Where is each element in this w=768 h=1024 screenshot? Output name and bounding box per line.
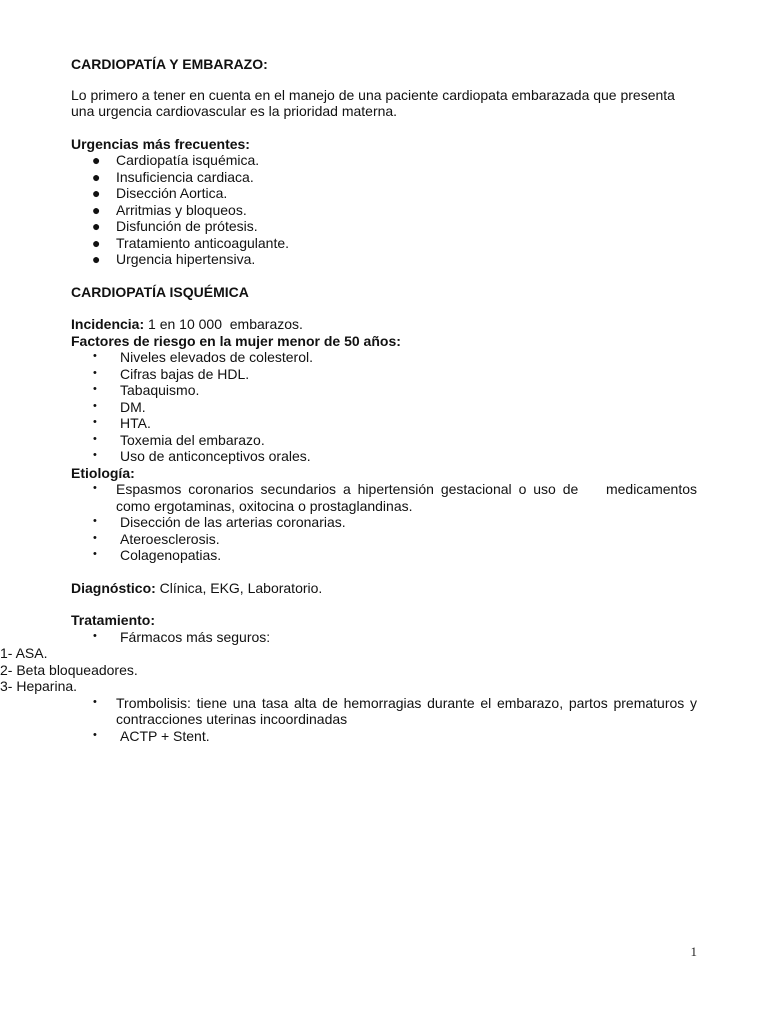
document-page bbox=[0, 56, 701, 744]
bullet-icon: ● bbox=[92, 168, 101, 185]
bullet-icon: • bbox=[93, 728, 97, 741]
farmacos-numbered bbox=[0, 645, 697, 695]
list-item: ● Disfunción de prótesis. bbox=[92, 218, 258, 234]
bullet-icon: ● bbox=[92, 185, 101, 201]
diagnostico-label: Diagnóstico: bbox=[71, 579, 156, 596]
urgencias-heading: Urgencias más frecuentes: bbox=[71, 135, 250, 152]
list-item: • Ateroesclerosis. bbox=[93, 530, 220, 547]
list-item: ● Arritmias y bloqueos. bbox=[92, 201, 247, 218]
bullet-icon: • bbox=[93, 383, 97, 395]
list-item: • Uso de anticonceptivos orales. bbox=[93, 448, 311, 464]
bullet-icon: • bbox=[93, 482, 97, 494]
list-item: • Niveles elevados de colesterol. bbox=[93, 349, 313, 365]
list-item: ● Tratamiento anticoagulante. bbox=[92, 234, 290, 251]
diagnostico-line bbox=[71, 580, 697, 597]
list-item: • Colagenopatias. bbox=[93, 547, 222, 563]
incidencia-line bbox=[71, 316, 697, 333]
list-item: • ACTP + Stent. bbox=[93, 727, 210, 744]
bullet-icon: • bbox=[93, 695, 97, 708]
list-item: • Cifras bajas de HDL. bbox=[93, 365, 250, 382]
otros-list bbox=[71, 695, 697, 745]
list-item: • HTA. bbox=[93, 415, 151, 431]
intro-paragraph: Lo primero a tener en cuenta en el manejo de una paciente cardiopata embarazada que presenta una urgencia cardiovascular es la prioridad materna. bbox=[71, 86, 675, 119]
list-item: • Espasmos coronarios secundarios a hipertensión gestacional o uso de medicamentos como ergotaminas, oxitocina o prostaglandinas. bbox=[93, 481, 701, 514]
numbered-item: 1- ASA. bbox=[0, 645, 48, 661]
bullet-icon: • bbox=[93, 515, 97, 527]
list-item: • Trombolisis: tiene una tasa alta de hemorragias durante el embarazo, partos prematuros y contracciones uterinas incoordinadas bbox=[93, 694, 697, 727]
list-item: • Fármacos más seguros: bbox=[93, 628, 271, 645]
incidencia-value: 1 en 10 000 embarazos. bbox=[144, 316, 303, 332]
bullet-icon: • bbox=[93, 432, 97, 445]
tratamiento-heading: Tratamiento: bbox=[71, 612, 156, 628]
etiologia-heading: Etiología: bbox=[71, 464, 135, 481]
bullet-icon: • bbox=[93, 416, 97, 428]
list-item: • Tabaquismo. bbox=[93, 382, 200, 398]
bullet-icon: • bbox=[93, 629, 97, 642]
numbered-item: 3- Heparina. bbox=[0, 678, 78, 694]
document-title: CARDIOPATÍA Y EMBARAZO: bbox=[71, 56, 268, 72]
urgencias-list bbox=[71, 152, 697, 268]
bullet-icon: • bbox=[93, 399, 97, 412]
bullet-icon: • bbox=[93, 548, 97, 560]
list-item: ● Urgencia hipertensiva. bbox=[92, 251, 256, 267]
page-number: 1 bbox=[690, 944, 697, 959]
list-item: ● Disección Aortica. bbox=[92, 185, 228, 201]
list-item: • Toxemia del embarazo. bbox=[93, 431, 265, 448]
diagnostico-value: Clínica, EKG, Laboratorio. bbox=[155, 579, 323, 596]
bullet-icon: • bbox=[93, 366, 97, 379]
bullet-icon: ● bbox=[92, 218, 101, 234]
etiologia-list bbox=[71, 481, 701, 564]
list-item: • Disección de las arterias coronarias. bbox=[93, 514, 346, 530]
factores-heading: Factores de riesgo en la mujer menor de 50 años: bbox=[71, 332, 401, 349]
numbered-item: 2- Beta bloqueadores. bbox=[0, 661, 138, 678]
isquemica-title: CARDIOPATÍA ISQUÉMICA bbox=[71, 283, 249, 300]
bullet-icon: ● bbox=[92, 152, 101, 168]
list-item: ● Insuficiencia cardiaca. bbox=[92, 168, 254, 185]
bullet-icon: ● bbox=[92, 201, 101, 218]
bullet-icon: ● bbox=[92, 251, 101, 267]
list-item: • DM. bbox=[93, 398, 146, 415]
factores-list bbox=[71, 349, 697, 465]
farmacos-list bbox=[71, 629, 697, 646]
bullet-icon: • bbox=[93, 449, 97, 461]
bullet-icon: • bbox=[93, 531, 97, 544]
bullet-icon: ● bbox=[92, 234, 101, 251]
incidencia-label: Incidencia: bbox=[71, 316, 145, 332]
bullet-icon: • bbox=[93, 350, 97, 362]
list-item: ● Cardiopatía isquémica. bbox=[92, 152, 260, 168]
